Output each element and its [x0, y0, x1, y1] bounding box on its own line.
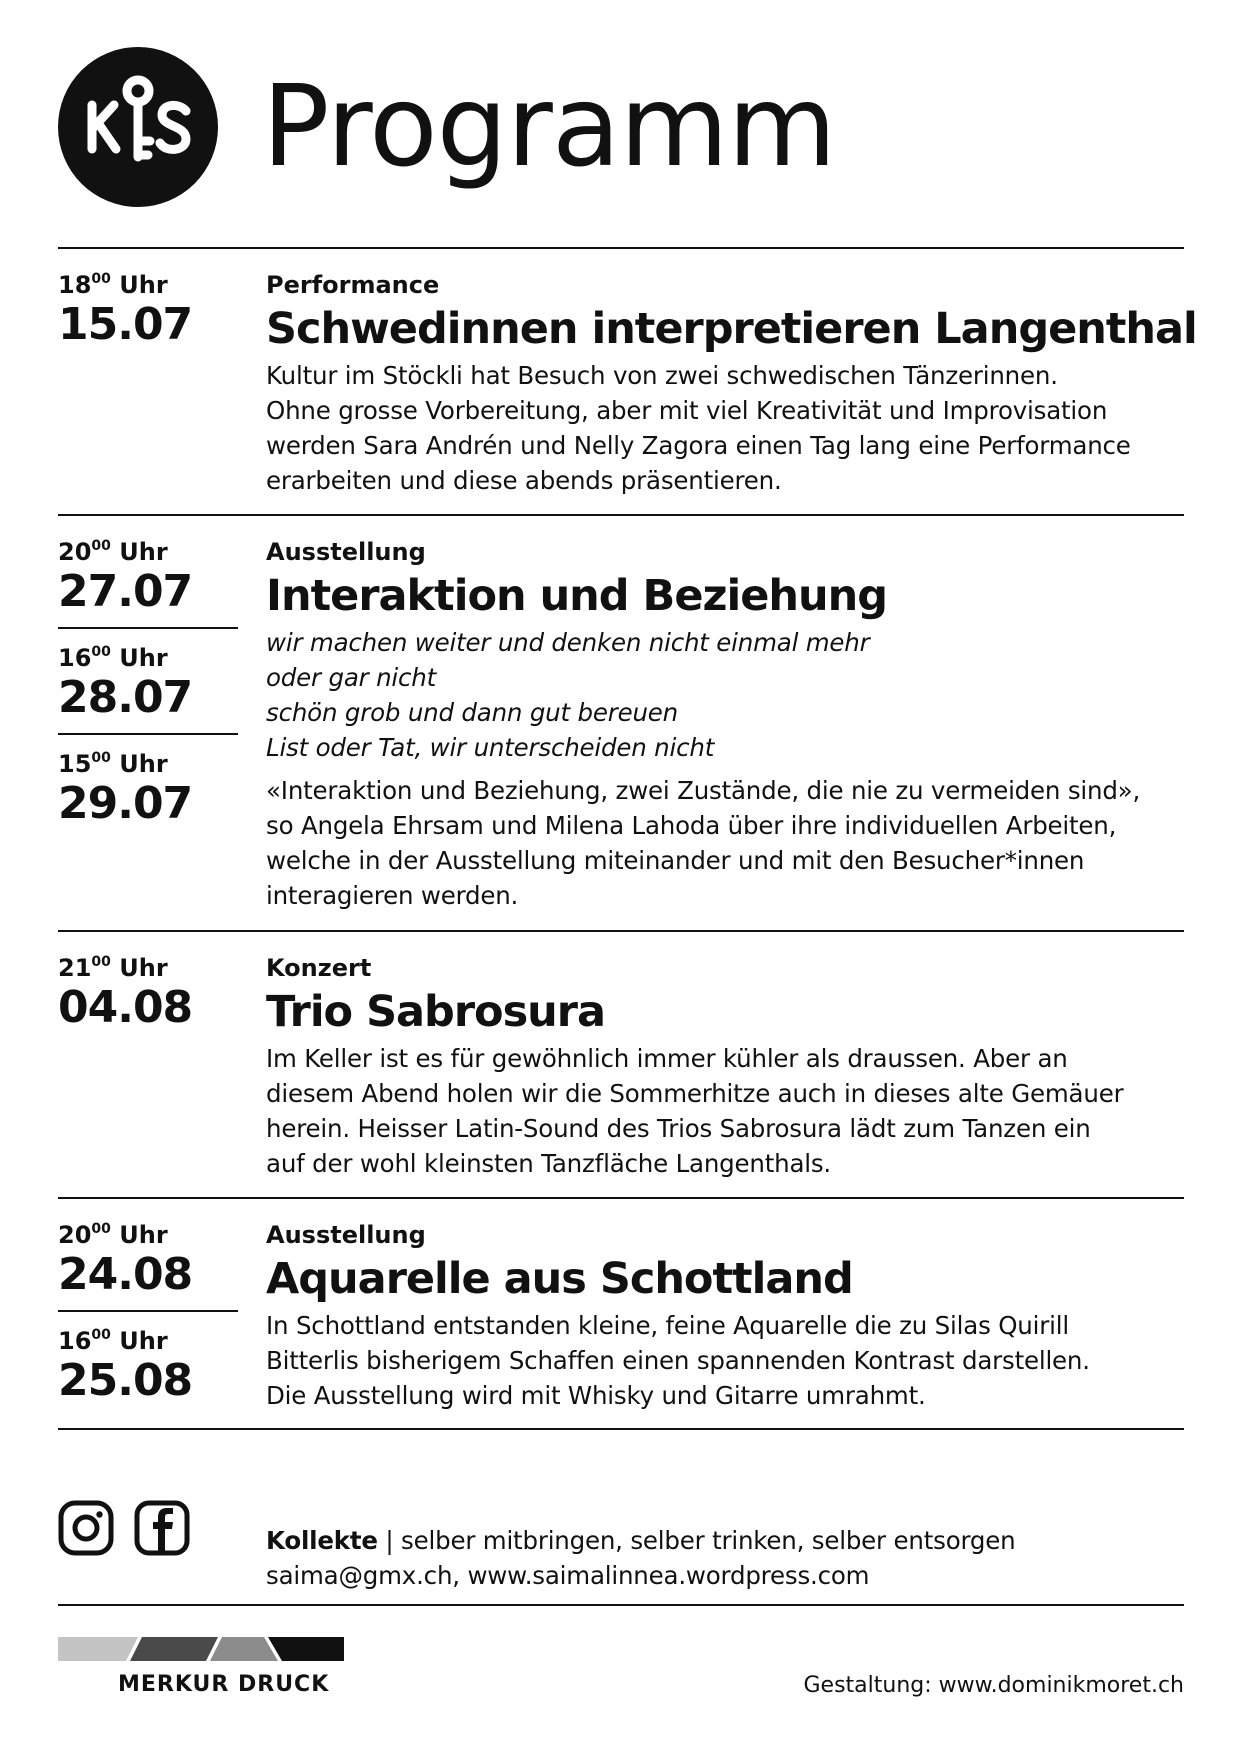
event-date: 15.07 — [58, 299, 193, 350]
description-line: auf der wohl kleinsten Tanzfläche Langenthals. — [266, 1149, 832, 1178]
event-dates — [58, 270, 238, 350]
divider — [58, 1428, 1184, 1430]
date-block — [58, 270, 238, 350]
date-block — [58, 537, 238, 617]
event-category: Performance — [266, 271, 440, 299]
description-line: diesem Abend holen wir die Sommerhitze auch in dieses alte Gemäuer — [266, 1079, 1124, 1108]
date-block — [58, 627, 238, 723]
date-block — [58, 1220, 238, 1300]
date-block — [58, 733, 238, 829]
event-date: 28.07 — [58, 672, 193, 723]
page-title: Programm — [262, 62, 836, 192]
event-date: 27.07 — [58, 566, 193, 617]
design-credit: Gestaltung: www.dominikmoret.ch — [803, 1673, 1184, 1698]
event-date: 25.08 — [58, 1355, 193, 1406]
event-time: $20^{00}$ Uhr — [58, 1221, 168, 1249]
event-time: $20^{00}$ Uhr — [58, 538, 168, 566]
description-line: herein. Heisser Latin-Sound des Trios Sabrosura lädt zum Tanzen ein — [266, 1114, 1091, 1143]
event-title: Aquarelle aus Schottland — [266, 1254, 853, 1304]
kollekte-label: Kollekte — [266, 1526, 378, 1555]
event-description — [266, 358, 1184, 498]
merkur-druck-logo-icon — [58, 1637, 344, 1661]
kis-key-logo-icon — [58, 47, 218, 207]
date-block — [58, 1310, 238, 1406]
event-time: $15^{00}$ Uhr — [58, 750, 168, 778]
poem-line: oder gar nicht — [266, 663, 437, 692]
divider — [58, 930, 1184, 932]
poem-line: schön grob und dann gut bereuen — [266, 698, 678, 727]
event-content — [266, 1220, 1184, 1413]
description-line: Bitterlis bisherigem Schaffen einen spannenden Kontrast darstellen. — [266, 1346, 1090, 1375]
event-title: Schwedinnen interpretieren Langenthal — [266, 304, 1197, 354]
contact-info: saima@gmx.ch, www.saimalinnea.wordpress.com — [266, 1561, 870, 1590]
event-content — [266, 953, 1184, 1181]
event-title: Trio Sabrosura — [266, 987, 606, 1037]
event-dates — [58, 537, 238, 829]
event-title: Interaktion und Beziehung — [266, 571, 888, 621]
divider — [58, 247, 1184, 249]
event-poem — [266, 625, 1184, 765]
description-line: werden Sara Andrén und Nelly Zagora einen Tag lang eine Performance — [266, 431, 1131, 460]
divider — [58, 1604, 1184, 1606]
date-block — [58, 953, 238, 1033]
description-line: so Angela Ehrsam und Milena Lahoda über ihre individuellen Arbeiten, — [266, 811, 1117, 840]
description-line: welche in der Ausstellung miteinander und mit den Besucher*innen — [266, 846, 1085, 875]
poem-line: wir machen weiter und denken nicht einmal mehr — [266, 628, 870, 657]
description-line: Ohne grosse Vorbereitung, aber mit viel Kreativität und Improvisation — [266, 396, 1108, 425]
event-date: 04.08 — [58, 982, 193, 1033]
event-content — [266, 537, 1184, 913]
event-time: $16^{00}$ Uhr — [58, 1327, 168, 1355]
event-time: $21^{00}$ Uhr — [58, 954, 168, 982]
description-line: «Interaktion und Beziehung, zwei Zustände, die nie zu vermeiden sind», — [266, 776, 1141, 805]
event-description — [266, 1041, 1184, 1181]
poem-line: List oder Tat, wir unterscheiden nicht — [266, 733, 715, 762]
description-line: Im Keller ist es für gewöhnlich immer kühler als draussen. Aber an — [266, 1044, 1068, 1073]
event-category: Ausstellung — [266, 538, 426, 566]
instagram-icon[interactable] — [58, 1500, 114, 1556]
event-category: Konzert — [266, 954, 372, 982]
kollekte-info — [266, 1523, 1015, 1593]
description-line: In Schottland entstanden kleine, feine Aquarelle die zu Silas Quirill — [266, 1311, 1069, 1340]
event-date: 29.07 — [58, 778, 193, 829]
description-line: Kultur im Stöckli hat Besuch von zwei schwedischen Tänzerinnen. — [266, 361, 1058, 390]
description-line: interagieren werden. — [266, 881, 519, 910]
event-dates — [58, 1220, 238, 1406]
kis-logo — [58, 47, 218, 207]
event-description — [266, 773, 1184, 913]
event-time: $18^{00}$ Uhr — [58, 271, 168, 299]
printer-name: MERKUR DRUCK — [118, 1672, 330, 1697]
kollekte-text: | selber mitbringen, selber trinken, selber entsorgen — [377, 1526, 1016, 1555]
facebook-icon[interactable] — [134, 1500, 190, 1556]
event-description — [266, 1308, 1184, 1413]
description-line: Die Ausstellung wird mit Whisky und Gitarre umrahmt. — [266, 1381, 926, 1410]
event-category: Ausstellung — [266, 1221, 426, 1249]
event-time: $16^{00}$ Uhr — [58, 644, 168, 672]
social-links — [58, 1500, 190, 1556]
divider — [58, 514, 1184, 516]
event-date: 24.08 — [58, 1249, 193, 1300]
kollekte-line — [266, 1523, 1015, 1558]
event-dates — [58, 953, 238, 1033]
description-line: erarbeiten und diese abends präsentieren. — [266, 466, 782, 495]
event-content — [266, 270, 1197, 498]
divider — [58, 1197, 1184, 1199]
